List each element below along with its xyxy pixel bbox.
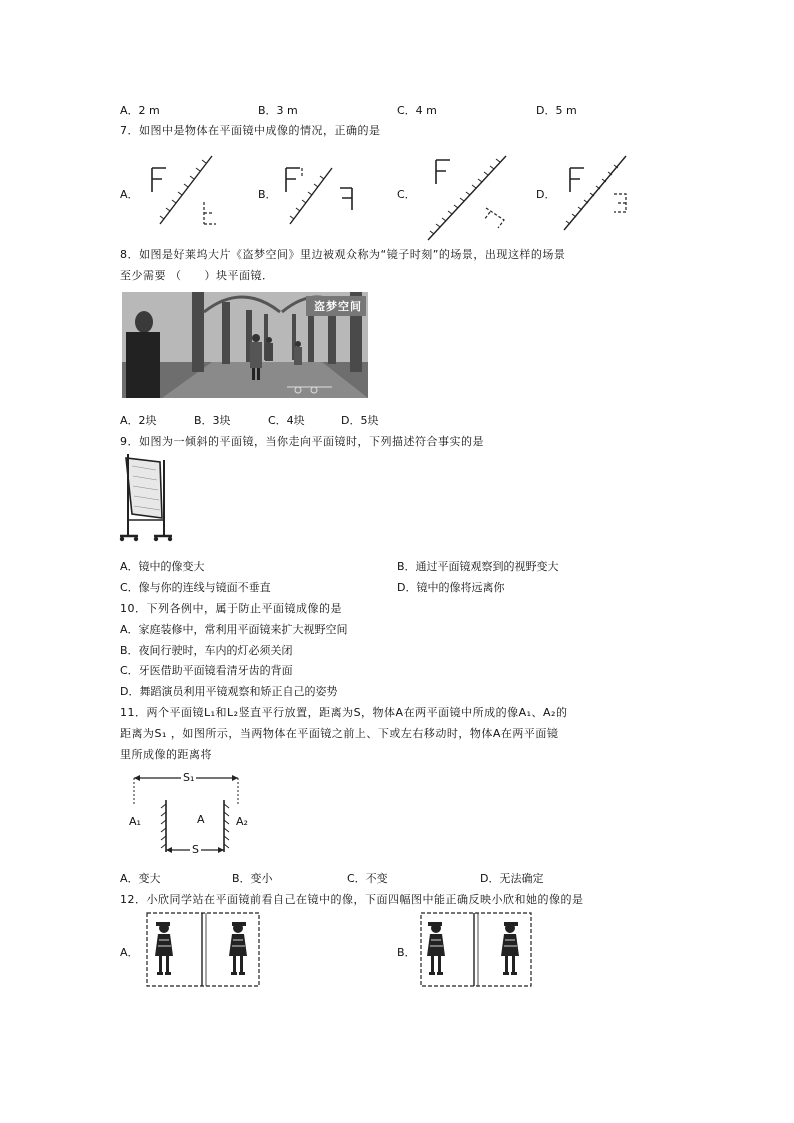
q9-option-a: A．镜中的像变大: [120, 560, 205, 573]
q12-figure-b: [420, 912, 532, 988]
q7-diagram-c: [420, 150, 530, 245]
q7-stem: 7．如图中是物体在平面镜中成像的情况，正确的是: [120, 124, 381, 137]
q11-label-a1: A₁: [129, 815, 141, 828]
q11-label-a2: A₂: [236, 815, 248, 828]
q12-label-b: B．: [397, 946, 416, 959]
q6-option-a: A．2 m: [120, 104, 160, 117]
q8-option-b: B．3块: [194, 414, 231, 427]
q8-stem-line1: 8．如图是好莱坞大片《盗梦空间》里边被观众称为“镜子时刻”的场景，出现这样的场景: [120, 248, 566, 261]
q10-option-a: A．家庭装修中，常利用平面镜来扩大视野空间: [120, 623, 348, 636]
q8-option-d: D．5块: [341, 414, 379, 427]
q7-diagram-b: [280, 150, 370, 230]
q6-option-c: C．4 m: [397, 104, 437, 117]
q11-option-d: D．无法确定: [480, 872, 544, 885]
q11-option-b: B．变小: [232, 872, 273, 885]
q11-stem-line2: 距离为S₁ ，如图所示，当两物体在平面镜之前上、下或左右移动时，物体A在两平面镜: [120, 727, 559, 740]
q7-label-c: C．: [397, 188, 416, 201]
q7-diagram-a: [140, 150, 230, 230]
q6-option-d: D．5 m: [536, 104, 577, 117]
q8-option-a: A．2块: [120, 414, 157, 427]
q11-stem-line1: 11．两个平面镜L₁和L₂竖直平行放置，距离为S，物体A在两平面镜中所成的像A₁、A₂的: [120, 706, 568, 719]
q9-tilted-mirror-diagram: [116, 452, 176, 544]
q8-photo: [122, 292, 368, 398]
q11-option-c: C．不变: [347, 872, 388, 885]
q9-option-b: B．通过平面镜观察到的视野变大: [397, 560, 559, 573]
q11-label-a: A: [197, 813, 205, 826]
q10-stem: 10．下列各例中，属于防止平面镜成像的是: [120, 602, 342, 615]
q7-diagram-d: [560, 150, 650, 235]
photo-caption: 盗梦空间: [314, 300, 362, 313]
q12-figure-a: [146, 912, 260, 988]
q12-stem: 12．小欣同学站在平面镜前看自己在镜中的像，下面四幅图中能正确反映小欣和她的像的是: [120, 893, 584, 906]
q9-option-d: D．镜中的像将远离你: [397, 581, 505, 594]
q11-stem-line3: 里所成像的距离将: [120, 748, 212, 761]
q7-label-a: A．: [120, 188, 139, 201]
q11-label-s: S: [192, 843, 199, 856]
q10-option-b: B．夜间行驶时，车内的灯必须关闭: [120, 644, 293, 657]
q11-label-s1: S₁: [183, 771, 195, 784]
q7-label-b: B．: [258, 188, 277, 201]
q9-stem: 9．如图为一倾斜的平面镜，当你走向平面镜时，下列描述符合事实的是: [120, 435, 484, 448]
q11-option-a: A．变大: [120, 872, 161, 885]
q6-option-b: B．3 m: [258, 104, 298, 117]
q12-label-a: A．: [120, 946, 139, 959]
q10-option-c: C．牙医借助平面镜看清牙齿的背面: [120, 664, 293, 677]
q7-label-d: D．: [536, 188, 556, 201]
q9-option-c: C．像与你的连线与镜面不垂直: [120, 581, 271, 594]
q10-option-d: D．舞蹈演员利用平镜观察和矫正自己的姿势: [120, 685, 338, 698]
q8-stem-line2: 至少需要 （ ）块平面镜．: [120, 269, 274, 282]
q8-option-c: C．4块: [268, 414, 305, 427]
